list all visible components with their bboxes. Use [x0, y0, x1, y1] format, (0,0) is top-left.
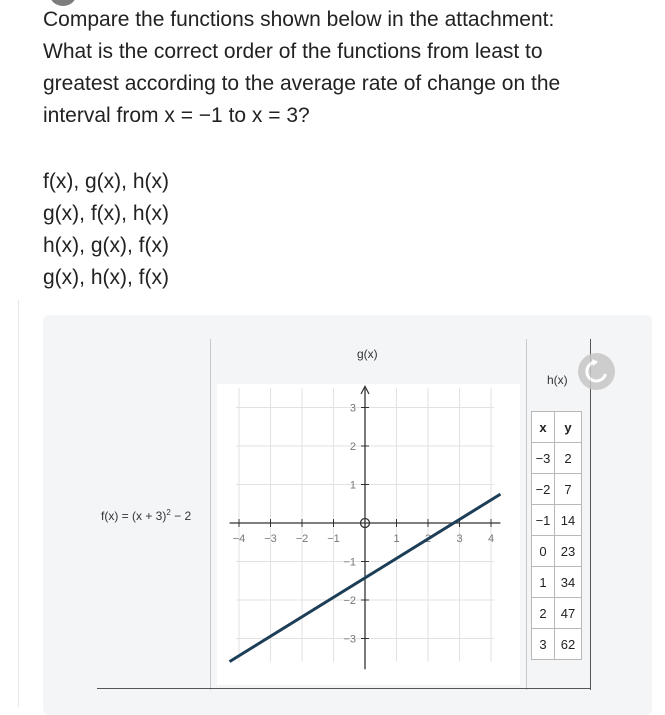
h-table-y-cell: 23 — [555, 536, 582, 567]
y-tick-label: −2 — [343, 595, 356, 607]
x-tick-label: 3 — [456, 533, 463, 545]
column-divider — [210, 339, 211, 690]
f-label-main: f(x) = (x + 3) — [101, 509, 167, 523]
h-table-row — [532, 629, 582, 660]
answer-option[interactable]: h(x), g(x), f(x) — [43, 234, 169, 257]
h-table-x-cell: −1 — [532, 505, 555, 536]
h-table-header-y: y — [555, 412, 582, 443]
y-tick-label: 3 — [349, 402, 356, 415]
h-table-row — [532, 474, 582, 505]
h-table-row — [532, 536, 582, 567]
h-value-table — [531, 411, 582, 660]
y-tick-label: −1 — [343, 556, 356, 569]
h-table-x-cell: 1 — [532, 567, 555, 598]
divider — [18, 300, 19, 707]
h-table-y-cell: 14 — [555, 505, 582, 536]
h-function-title: h(x) — [547, 373, 568, 387]
f-label-tail: − 2 — [170, 509, 192, 523]
h-table-y-cell: 34 — [555, 567, 582, 598]
h-table-x-cell: 3 — [532, 629, 555, 660]
h-table-row — [532, 443, 582, 474]
h-table-x-cell: −2 — [532, 474, 555, 505]
answer-options — [43, 166, 169, 294]
y-tick-label: 1 — [349, 479, 356, 492]
refresh-icon[interactable] — [578, 353, 615, 390]
h-table-y-cell: 2 — [555, 443, 582, 474]
answer-option[interactable]: f(x), g(x), h(x) — [43, 170, 169, 193]
h-table-y-cell: 62 — [555, 629, 582, 660]
question-line: Compare the functions shown below in the attachment: — [43, 8, 555, 31]
h-table-y-cell: 7 — [555, 474, 582, 505]
h-table-x-cell: 0 — [532, 536, 555, 567]
answer-option[interactable]: g(x), h(x), f(x) — [43, 266, 169, 289]
g-graph — [217, 384, 520, 685]
question-line: What is the correct order of the functions from least to — [43, 40, 543, 63]
y-tick-label: −3 — [343, 633, 356, 646]
g-function-title: g(x) — [357, 347, 378, 361]
refresh-icon-glyph — [578, 353, 615, 390]
question-text — [43, 4, 653, 132]
f-function-label — [101, 508, 191, 523]
h-table-x-cell: −3 — [532, 443, 555, 474]
question-line: greatest according to the average rate of change on the — [43, 72, 561, 95]
y-tick-label: 2 — [349, 441, 356, 453]
h-table-row — [532, 598, 582, 629]
x-tick-label: 1 — [393, 533, 400, 545]
h-table-header-x: x — [532, 412, 555, 443]
column-divider — [526, 339, 527, 690]
x-tick-label: −1 — [327, 533, 340, 545]
question-line: interval from x = −1 to x = 3? — [43, 104, 310, 127]
x-tick-label: −2 — [295, 533, 309, 545]
h-table-x-cell: 2 — [532, 598, 555, 629]
f-label-exponent: 2 — [166, 508, 171, 517]
h-table-row — [532, 505, 582, 536]
h-table-y-cell: 47 — [555, 598, 582, 629]
h-table-row — [532, 567, 582, 598]
x-tick-label: 4 — [487, 533, 495, 545]
g-graph-svg — [217, 384, 520, 685]
x-tick-label: −4 — [232, 533, 246, 545]
answer-option[interactable]: g(x), f(x), h(x) — [43, 202, 169, 225]
x-tick-label: −3 — [264, 533, 277, 545]
column-divider — [590, 339, 591, 690]
table-bottom-border — [97, 688, 591, 689]
